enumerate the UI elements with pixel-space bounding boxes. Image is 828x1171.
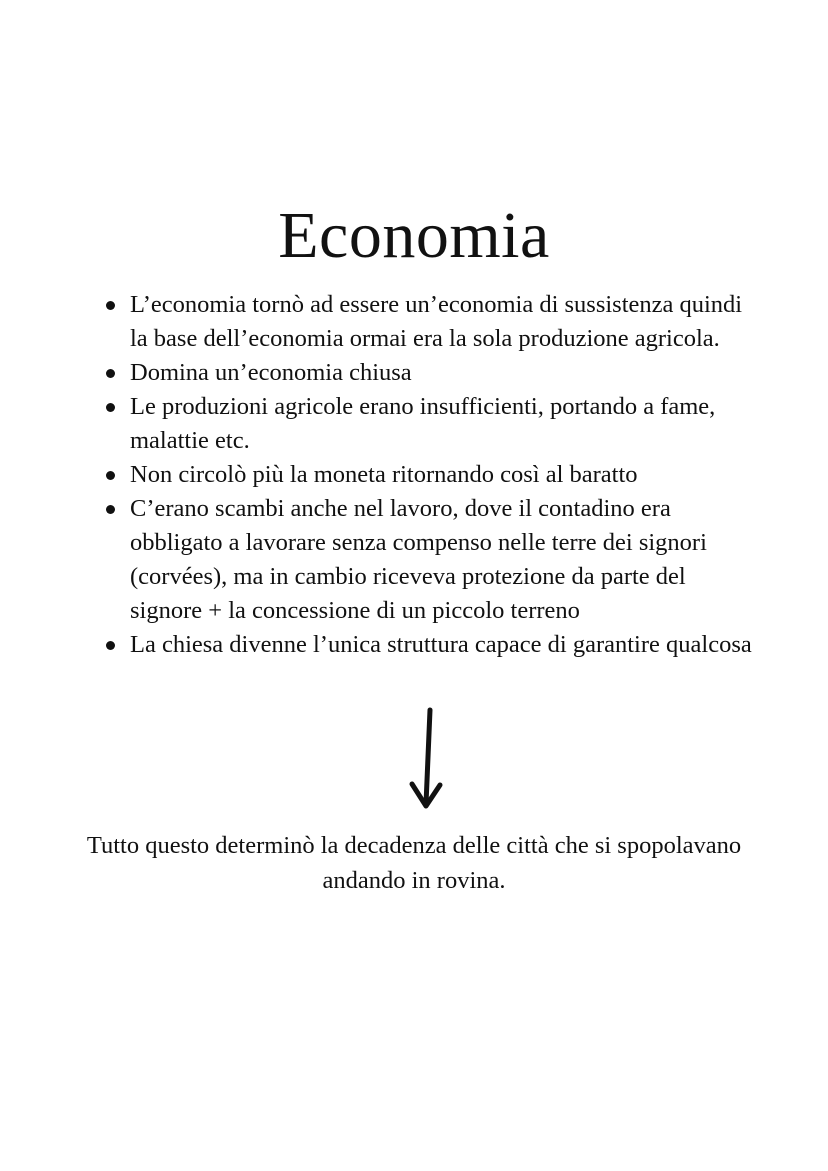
list-item [104, 628, 754, 662]
list-item [104, 390, 754, 458]
list-item [104, 492, 754, 628]
list-item [104, 288, 754, 356]
page-title: Economia [278, 199, 550, 272]
bullet-dot-icon [106, 641, 115, 650]
list-item-text: Le produzioni agricole erano insufficienti, portando a fame, malattie etc. [130, 393, 716, 454]
list-item-text: L’economia tornò ad essere un’economia di sussistenza quindi la base dell’economia ormai era la sola produzione agricola. [130, 291, 743, 352]
list-item-text: Non circolò più la moneta ritornando così al baratto [130, 461, 638, 488]
list-item [104, 356, 754, 390]
bullet-dot-icon [106, 505, 115, 514]
list-item [104, 458, 754, 492]
bullet-dot-icon [106, 403, 115, 412]
arrow-down-icon [404, 706, 448, 816]
bullet-dot-icon [106, 369, 115, 378]
list-item-text: C’erano scambi anche nel lavoro, dove il contadino era obbligato a lavorare senza compenso nelle terre dei signori (corvées), ma in cambio riceveva protezione da parte del signore + la concessione di un piccolo terreno [130, 495, 707, 624]
bullet-list [104, 288, 754, 662]
conclusion-text: Tutto questo determinò la decadenza delle città che si spopolavano andando in rovina. [86, 832, 742, 894]
list-item-text: La chiesa divenne l’unica struttura capace di garantire qualcosa [130, 631, 752, 658]
bullet-dot-icon [106, 471, 115, 480]
bullet-dot-icon [106, 301, 115, 310]
list-item-text: Domina un’economia chiusa [130, 359, 412, 386]
